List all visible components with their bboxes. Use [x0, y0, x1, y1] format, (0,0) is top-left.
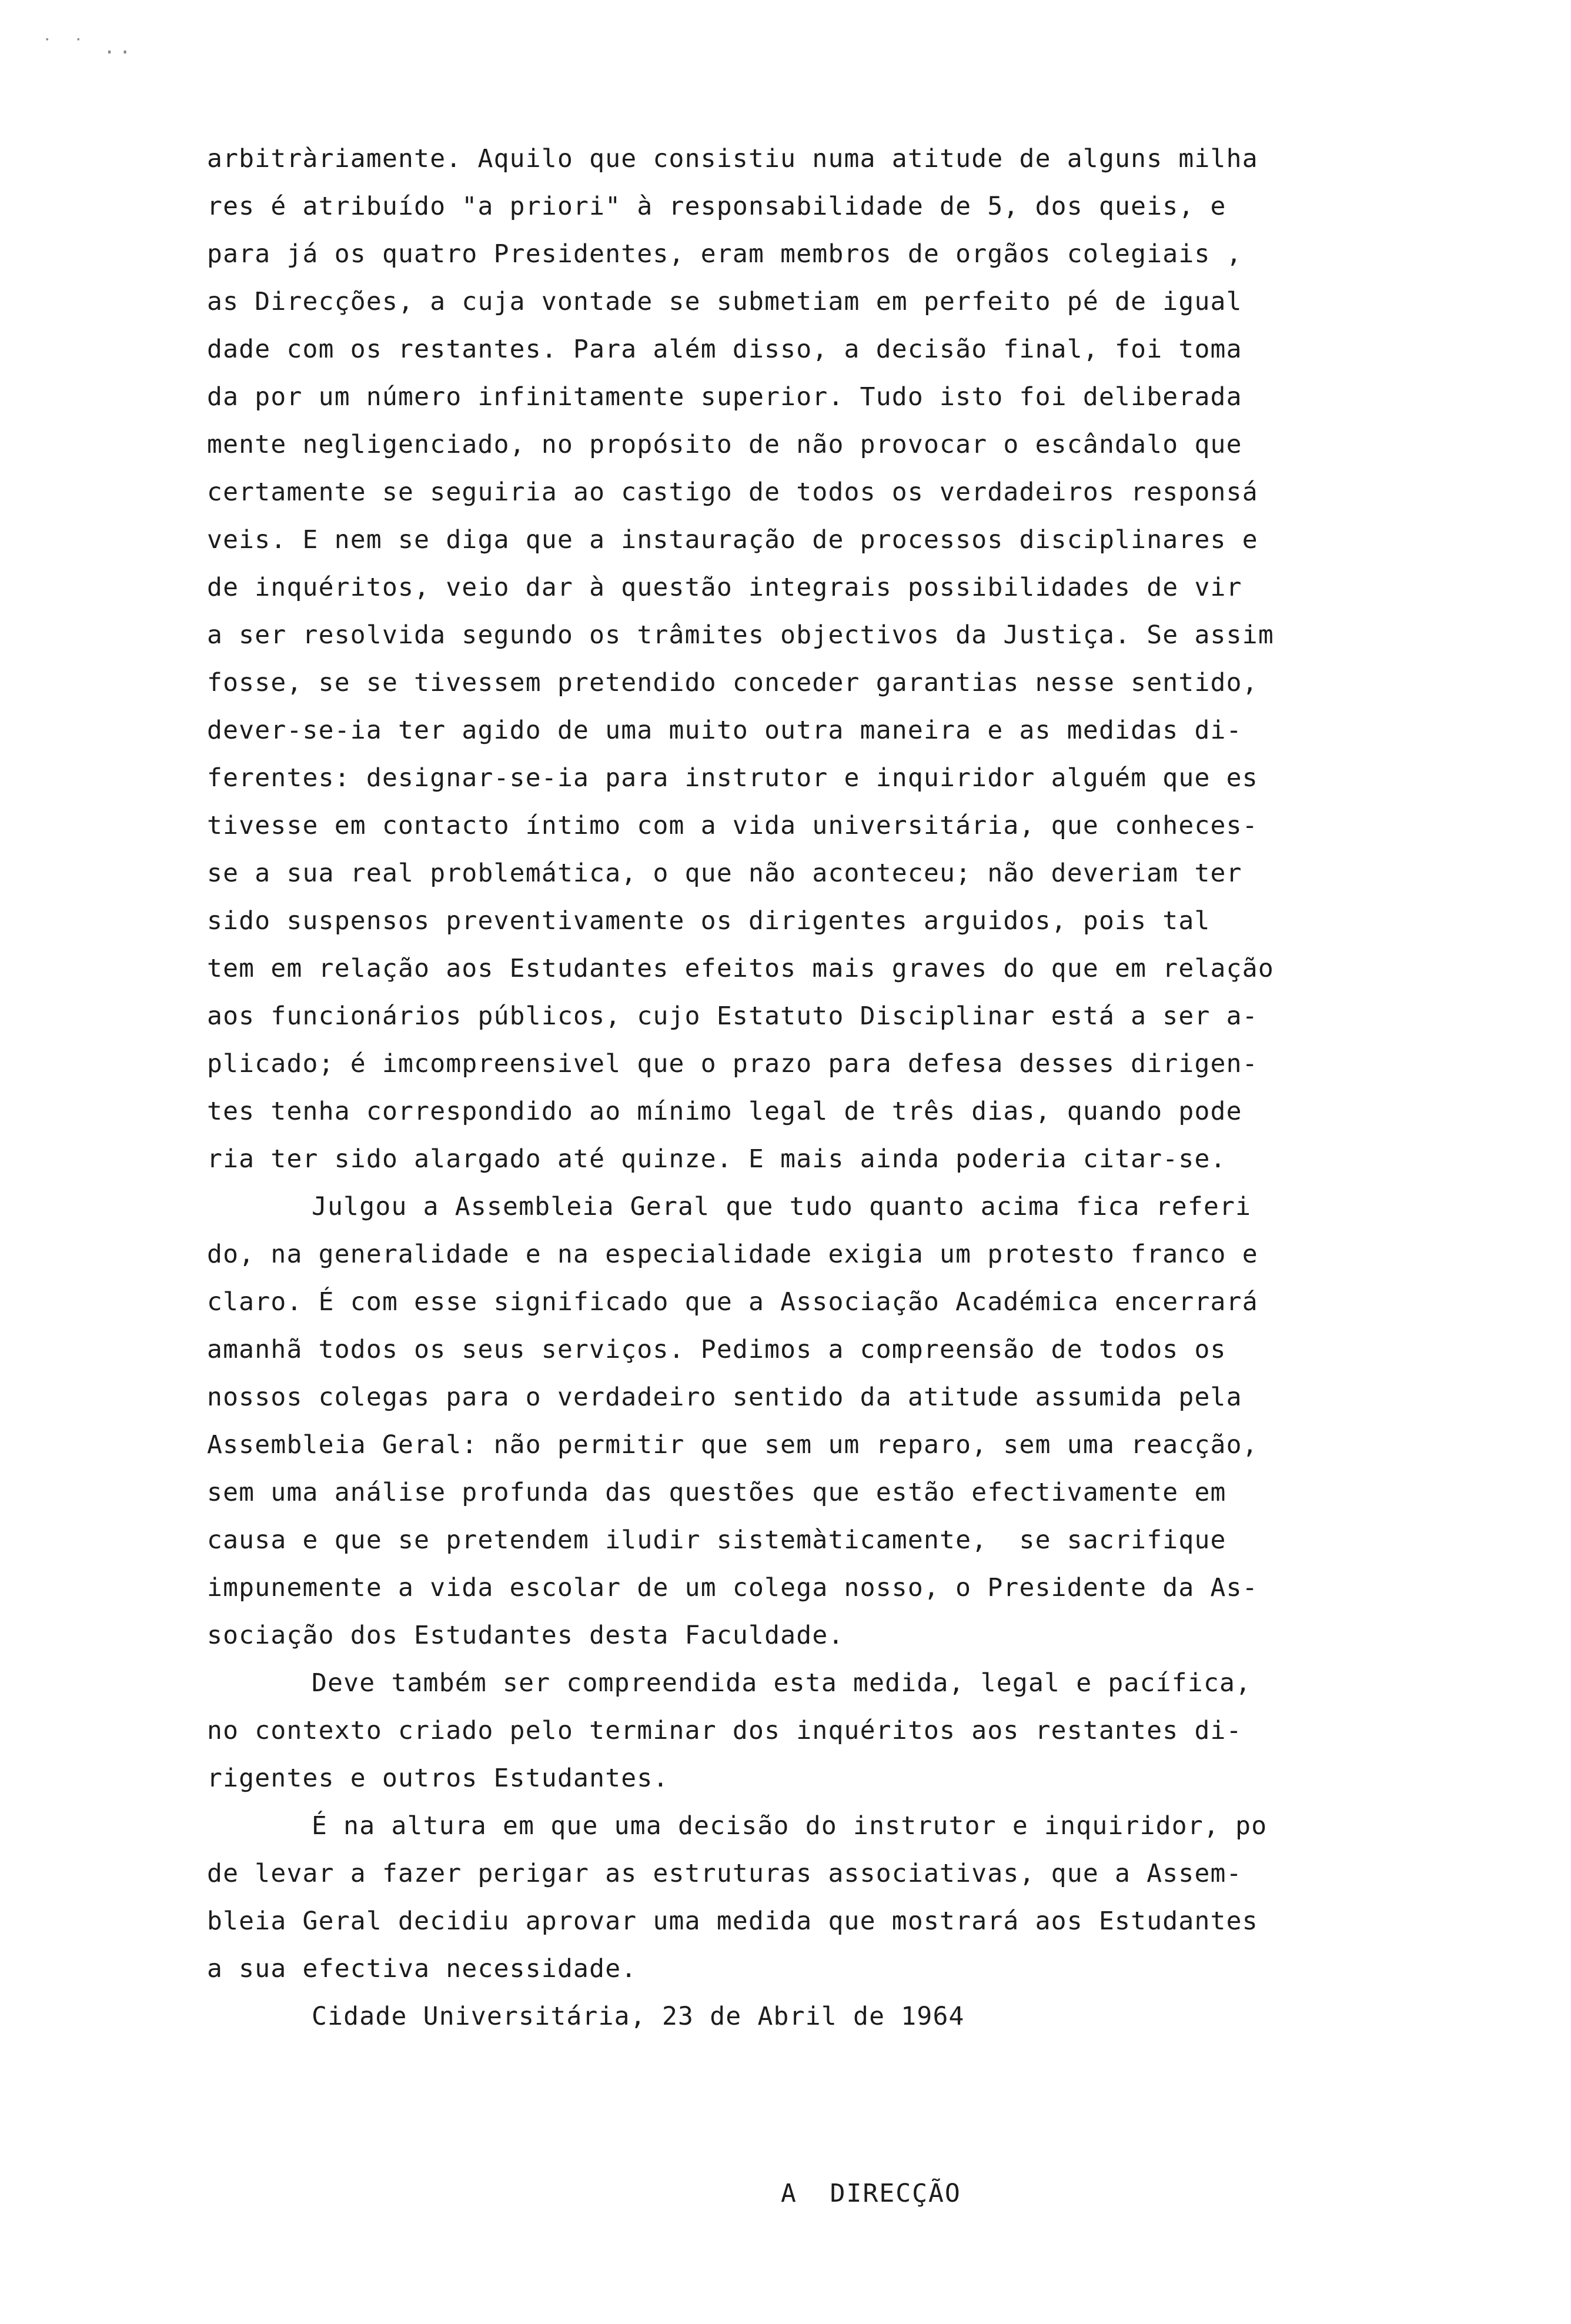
text-line: bleia Geral decidiu aprovar uma medida que mostrará aos Estudantes — [207, 1906, 1258, 1936]
text-line: sem uma análise profunda das questões que estão efectivamente em — [207, 1478, 1226, 1507]
text-line: sido suspensos preventivamente os dirigentes arguidos, pois tal — [207, 906, 1211, 936]
signature: A DIRECÇÃO — [781, 2179, 961, 2208]
text-line: ria ter sido alargado até quinze. E mais ainda poderia citar-se. — [207, 1144, 1226, 1174]
text-line: tivesse em contacto íntimo com a vida universitária, que conheces- — [207, 811, 1258, 840]
text-line: aos funcionários públicos, cujo Estatuto Disciplinar está a ser a- — [207, 1001, 1258, 1031]
text-line: rigentes e outros Estudantes. — [207, 1764, 669, 1793]
text-line: as Direcções, a cuja vontade se submetiam em perfeito pé de igual — [207, 287, 1242, 316]
text-line: dade com os restantes. Para além disso, a decisão final, foi toma — [207, 335, 1242, 364]
text-line: mente negligenciado, no propósito de não provocar o escândalo que — [207, 430, 1242, 459]
text-line: no contexto criado pelo terminar dos inquéritos aos restantes di- — [207, 1716, 1242, 1745]
text-line: de levar a fazer perigar as estruturas associativas, que a Assem- — [207, 1859, 1242, 1888]
date-line: Cidade Universitária, 23 de Abril de 1964 — [312, 2002, 965, 2031]
text-line: dever-se-ia ter agido de uma muito outra maneira e as medidas di- — [207, 716, 1242, 745]
text-line: tem em relação aos Estudantes efeitos mais graves do que em relação — [207, 954, 1274, 983]
corner-mark: ˙ ˙ .. — [41, 35, 135, 59]
document-body — [207, 135, 1383, 2041]
text-line: da por um número infinitamente superior. Tudo isto foi deliberada — [207, 382, 1242, 412]
text-line: a ser resolvida segundo os trâmites objectivos da Justiça. Se assim — [207, 620, 1274, 650]
text-line: causa e que se pretendem iludir sistemàticamente, se sacrifique — [207, 1525, 1226, 1555]
text-line: nossos colegas para o verdadeiro sentido da atitude assumida pela — [207, 1383, 1242, 1412]
text-line: amanhã todos os seus serviços. Pedimos a compreensão de todos os — [207, 1335, 1226, 1364]
text-line: se a sua real problemática, o que não aconteceu; não deveriam ter — [207, 859, 1242, 888]
text-line: arbitràriamente. Aquilo que consistiu numa atitude de alguns milha — [207, 144, 1258, 173]
text-line: a sua efectiva necessidade. — [207, 1954, 637, 1984]
text-line: certamente se seguiria ao castigo de todos os verdadeiros responsá — [207, 478, 1258, 507]
text-line: para já os quatro Presidentes, eram membros de orgãos colegiais , — [207, 239, 1242, 269]
paragraph-start-line: É na altura em que uma decisão do instrutor e inquiridor, po — [312, 1811, 1268, 1841]
text-line: ferentes: designar-se-ia para instrutor e inquiridor alguém que es — [207, 763, 1258, 793]
text-line: res é atribuído "a priori" à responsabilidade de 5, dos queis, e — [207, 192, 1226, 221]
paragraph-start-line: Julgou a Assembleia Geral que tudo quanto acima fica referi — [312, 1192, 1252, 1221]
text-line: impunemente a vida escolar de um colega nosso, o Presidente da As- — [207, 1573, 1258, 1602]
text-line: do, na generalidade e na especialidade exigia um protesto franco e — [207, 1240, 1258, 1269]
text-line: fosse, se se tivessem pretendido conceder garantias nesse sentido, — [207, 668, 1258, 697]
text-line: claro. É com esse significado que a Associação Académica encerrará — [207, 1287, 1258, 1317]
text-line: Assembleia Geral: não permitir que sem um reparo, sem uma reacção, — [207, 1430, 1258, 1460]
text-line: tes tenha correspondido ao mínimo legal de três dias, quando pode — [207, 1097, 1242, 1126]
text-line: sociação dos Estudantes desta Faculdade. — [207, 1621, 844, 1650]
text-line: veis. E nem se diga que a instauração de processos disciplinares e — [207, 525, 1258, 555]
text-line: plicado; é imcompreensivel que o prazo para defesa desses dirigen- — [207, 1049, 1258, 1078]
paragraph-start-line: Deve também ser compreendida esta medida, legal e pacífica, — [312, 1668, 1252, 1698]
text-line: de inquéritos, veio dar à questão integrais possibilidades de vir — [207, 573, 1242, 602]
